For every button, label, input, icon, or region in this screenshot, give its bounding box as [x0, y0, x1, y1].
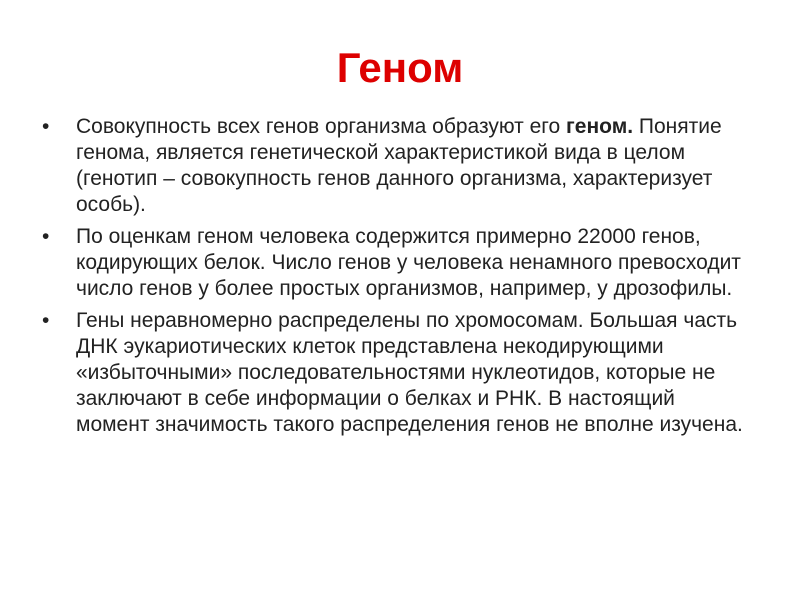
bullet-icon: • [42, 225, 50, 248]
slide-title: Геном [336, 44, 464, 91]
bullet-text: Гены неравномерно распределены по хромосомам. Большая часть ДНК эукариотических клеток представлена некодирующими «избыточными» последовательностями нуклеотидов, которые не заключают в себе информации о белках и РНК. В настоящий момент значимость такого распределения генов не вполне изучена. [76, 309, 743, 436]
bullet-icon: • [42, 309, 50, 332]
bullet-icon: • [42, 115, 50, 138]
bullet-text-before: Совокупность всех генов организма образуют его [76, 115, 567, 138]
bullet-text: По оценкам геном человека содержится примерно 22000 генов, кодирующих белок. Число генов у человека ненамного превосходит число генов у более простых организмов, например, у дрозофилы. [76, 225, 741, 300]
bullet-item-gene-distribution [38, 308, 750, 438]
bullet-item-human-genome [38, 224, 750, 302]
bullet-list [38, 114, 750, 444]
bullet-item-genome-definition [38, 114, 750, 218]
bullet-bold-term: геном. [566, 115, 634, 138]
bullet-text-after: Понятие генома, является генетической характеристикой вида в целом (генотип – совокупность генов данного организма, характеризует особь). [76, 115, 722, 216]
